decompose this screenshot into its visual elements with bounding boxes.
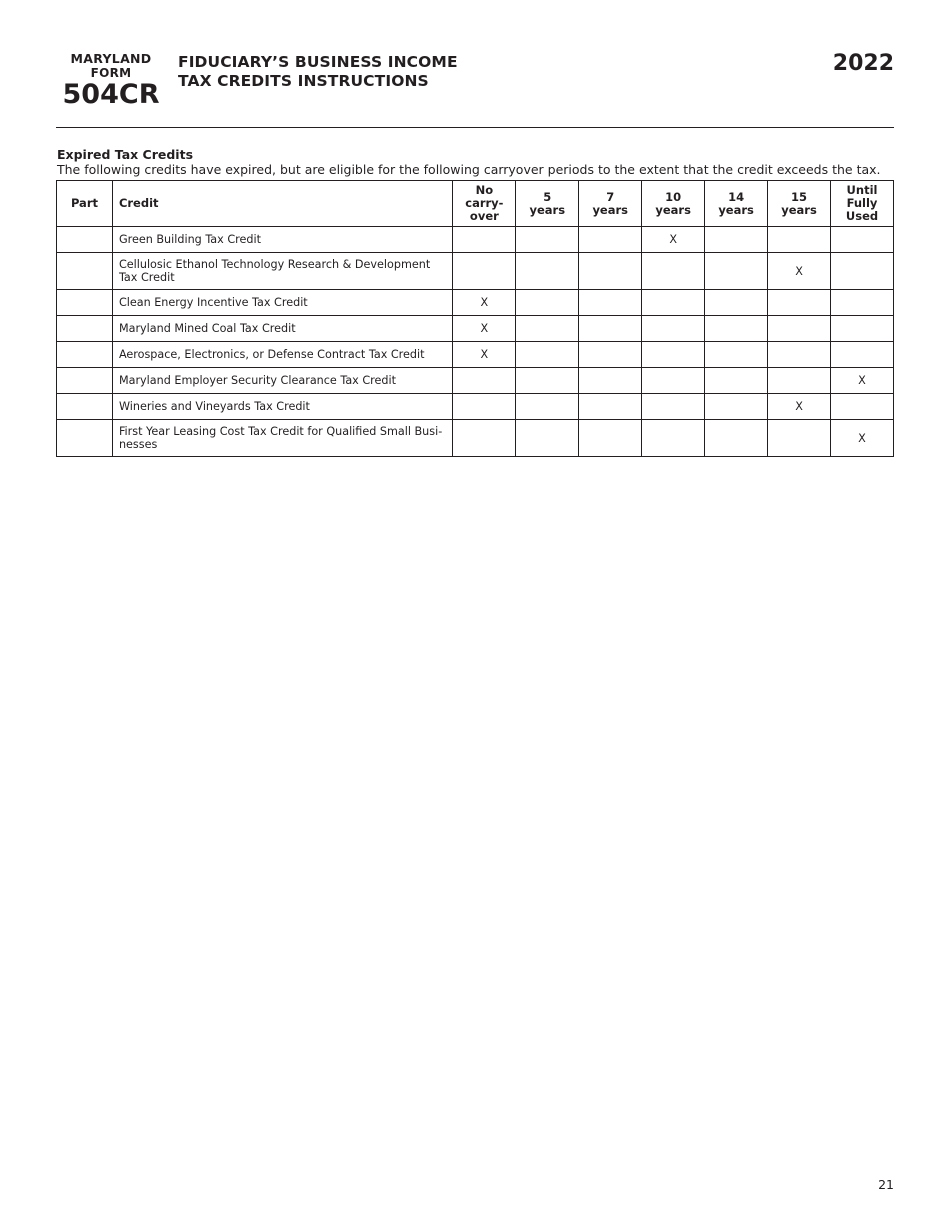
cell-7-years (579, 342, 642, 368)
cell-10-years (642, 316, 705, 342)
table-row (57, 394, 894, 420)
cell-credit: Cellulosic Ethanol Technology Research & Development Tax Credit (112, 253, 452, 290)
cell-part (57, 316, 113, 342)
form-label: FORM (90, 66, 132, 80)
cell-10-years (642, 342, 705, 368)
cell-10-years (642, 290, 705, 316)
cell-15-years (768, 227, 831, 253)
header-15-years: 15 years (768, 181, 831, 227)
header-no-carryover: No carry- over (453, 181, 516, 227)
page-title (178, 53, 458, 91)
cell-until-fully-used: X (831, 420, 894, 457)
cell-10-years (642, 420, 705, 457)
title-line-2: TAX CREDITS INSTRUCTIONS (178, 72, 429, 90)
cell-15-years (768, 368, 831, 394)
cell-credit: Aerospace, Electronics, or Defense Contract Tax Credit (112, 342, 452, 368)
cell-14-years (705, 290, 768, 316)
form-number: 504CR (62, 79, 160, 110)
cell-no-carryover (453, 253, 516, 290)
section-title: Expired Tax Credits (57, 147, 194, 162)
table-row (57, 368, 894, 394)
cell-10-years (642, 394, 705, 420)
cell-10-years (642, 253, 705, 290)
header-until-fully-used: Until Fully Used (831, 181, 894, 227)
cell-14-years (705, 342, 768, 368)
cell-10-years: X (642, 227, 705, 253)
cell-7-years (579, 253, 642, 290)
cell-15-years: X (768, 394, 831, 420)
expired-credits-table (56, 180, 894, 457)
cell-5-years (516, 342, 579, 368)
section-description: The following credits have expired, but are eligible for the following carryover periods to the extent that the credit exceeds the tax. (57, 162, 881, 177)
header-5-years: 5 years (516, 181, 579, 227)
table-row (57, 253, 894, 290)
cell-15-years (768, 342, 831, 368)
cell-15-years (768, 290, 831, 316)
cell-7-years (579, 420, 642, 457)
header-part: Part (57, 181, 113, 227)
table-row (57, 316, 894, 342)
cell-credit: Maryland Mined Coal Tax Credit (112, 316, 452, 342)
cell-5-years (516, 227, 579, 253)
cell-part (57, 420, 113, 457)
cell-until-fully-used (831, 316, 894, 342)
cell-until-fully-used (831, 394, 894, 420)
cell-no-carryover (453, 420, 516, 457)
cell-5-years (516, 394, 579, 420)
cell-credit: First Year Leasing Cost Tax Credit for Qualified Small Busi-nesses (112, 420, 452, 457)
cell-part (57, 342, 113, 368)
cell-until-fully-used: X (831, 368, 894, 394)
header-14-years: 14 years (705, 181, 768, 227)
cell-10-years (642, 368, 705, 394)
cell-5-years (516, 253, 579, 290)
cell-14-years (705, 253, 768, 290)
form-identifier (58, 52, 164, 110)
cell-14-years (705, 420, 768, 457)
cell-no-carryover: X (453, 342, 516, 368)
cell-14-years (705, 316, 768, 342)
state-label: MARYLAND (70, 51, 152, 66)
cell-7-years (579, 227, 642, 253)
header-divider (56, 127, 894, 128)
cell-part (57, 368, 113, 394)
cell-5-years (516, 368, 579, 394)
cell-14-years (705, 227, 768, 253)
cell-no-carryover: X (453, 316, 516, 342)
table-row (57, 342, 894, 368)
cell-credit: Maryland Employer Security Clearance Tax Credit (112, 368, 452, 394)
cell-5-years (516, 420, 579, 457)
cell-15-years: X (768, 253, 831, 290)
cell-no-carryover (453, 394, 516, 420)
header-credit: Credit (112, 181, 452, 227)
cell-until-fully-used (831, 253, 894, 290)
cell-credit: Clean Energy Incentive Tax Credit (112, 290, 452, 316)
table-row (57, 290, 894, 316)
cell-7-years (579, 290, 642, 316)
cell-until-fully-used (831, 342, 894, 368)
cell-part (57, 394, 113, 420)
table-row (57, 420, 894, 457)
header-10-years: 10 years (642, 181, 705, 227)
tax-year: 2022 (832, 51, 894, 76)
cell-until-fully-used (831, 227, 894, 253)
cell-credit: Green Building Tax Credit (112, 227, 452, 253)
cell-14-years (705, 394, 768, 420)
page-number: 21 (878, 1177, 894, 1192)
cell-part (57, 227, 113, 253)
cell-7-years (579, 368, 642, 394)
cell-7-years (579, 394, 642, 420)
cell-part (57, 253, 113, 290)
table-row (57, 227, 894, 253)
cell-no-carryover (453, 227, 516, 253)
cell-no-carryover: X (453, 290, 516, 316)
title-line-1: FIDUCIARY’S BUSINESS INCOME (178, 53, 458, 71)
header-7-years: 7 years (579, 181, 642, 227)
cell-part (57, 290, 113, 316)
cell-14-years (705, 368, 768, 394)
cell-credit: Wineries and Vineyards Tax Credit (112, 394, 452, 420)
cell-no-carryover (453, 368, 516, 394)
cell-15-years (768, 316, 831, 342)
cell-7-years (579, 316, 642, 342)
cell-until-fully-used (831, 290, 894, 316)
cell-15-years (768, 420, 831, 457)
table-header-row (57, 181, 894, 227)
cell-5-years (516, 316, 579, 342)
cell-5-years (516, 290, 579, 316)
